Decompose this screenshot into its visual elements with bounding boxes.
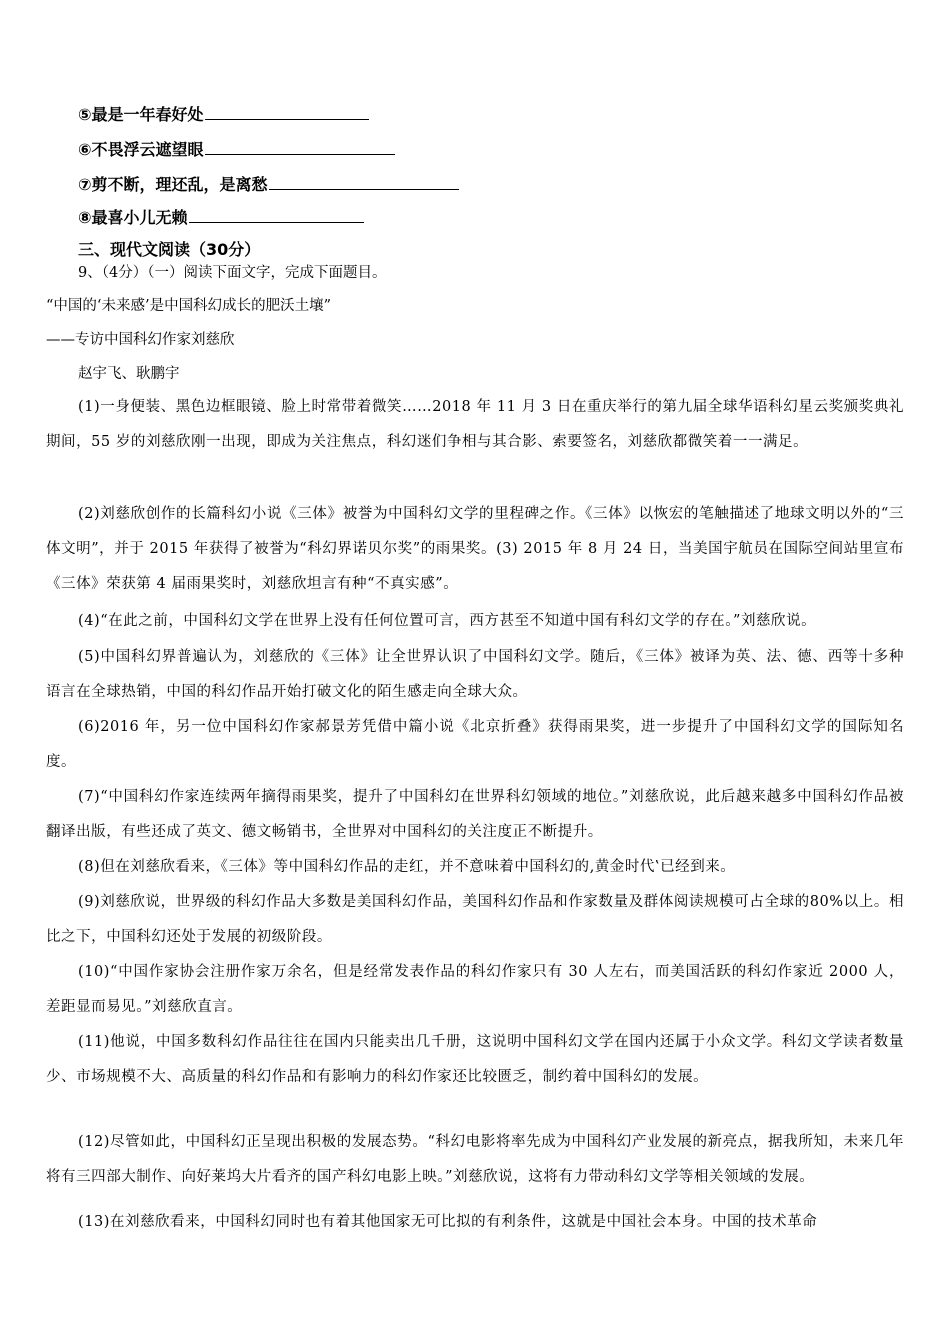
article-paragraph: (6)2016 年，另一位中国科幻作家郝景芳凭借中篇小说《北京折叠》获得雨果奖，进一步提升了中国科幻文学的国际知名度。 (46, 719, 904, 770)
article-paragraph: (9)刘慈欣说，世界级的科幻作品大多数是美国科幻作品，美国科幻作品和作家数量及群体阅读规模可占全球的80%以上。相比之下，中国科幻还处于发展的初级阶段。 (46, 894, 904, 945)
fill-blank-label: ⑥不畏浮云遮望眼 (78, 140, 204, 159)
fill-blank-label: ⑧最喜小儿无赖 (78, 208, 188, 227)
article-paragraph: (8)但在刘慈欣看来，《三体》等中国科幻作品的走红，并不意味着中国科幻的‚黄金时代‛已经到来。 (78, 859, 736, 875)
article-paragraph: (12)尽管如此，中国科幻正呈现出积极的发展态势。“科幻电影将率先成为中国科幻产业发展的新亮点，据我所知，未来几年将有三四部大制作、向好莱坞大片看齐的国产科幻电影上映。”刘慈欣说，这将有力带动科幻文学等相关领域的发展。 (46, 1134, 904, 1185)
fill-blank-item (78, 104, 369, 125)
article-paragraph: (7)“中国科幻作家连续两年摘得雨果奖，提升了中国科幻在世界科幻领域的地位。”刘慈欣说，此后越来越多中国科幻作品被翻译出版，有些还成了英文、德文畅销书，全世界对中国科幻的关注度正不断提升。 (46, 789, 904, 840)
answer-blank[interactable] (189, 207, 364, 223)
article-paragraph: (1)一身便装、黑色边框眼镜、脸上时常带着微笑……2018 年 11 月 3 日在重庆举行的第九届全球华语科幻星云奖颁奖典礼期间，55 岁的刘慈欣刚一出现，即成为关注焦点，科幻迷们争相与其合影、索要签名，刘慈欣都微笑着一一满足。 (46, 399, 904, 450)
article-authors: 赵宇飞、耿鹏宇 (78, 366, 180, 382)
fill-blank-item (78, 174, 459, 195)
question-prompt: 9、（4分）（一）阅读下面文字，完成下面题目。 (78, 265, 387, 281)
article-paragraph: (13)在刘慈欣看来，中国科幻同时也有着其他国家无可比拟的有利条件，这就是中国社会本身。中国的技术革命 (78, 1214, 818, 1230)
fill-blank-label: ⑦剪不断，理还乱，是离愁 (78, 175, 268, 194)
fill-blank-item (78, 207, 364, 228)
article-subtitle: ——专访中国科幻作家刘慈欣 (46, 332, 235, 348)
answer-blank[interactable] (269, 174, 459, 190)
answer-blank[interactable] (205, 139, 395, 155)
article-paragraph: (4)“在此之前，中国科幻文学在世界上没有任何位置可言，西方甚至不知道中国有科幻文学的存在。”刘慈欣说。 (78, 613, 817, 629)
section-title: 三、现代文阅读（30分） (78, 240, 261, 259)
fill-blank-label: ⑤最是一年春好处 (78, 105, 204, 124)
answer-blank[interactable] (205, 104, 369, 120)
article-paragraph: (5)中国科幻界普遍认为，刘慈欣的《三体》让全世界认识了中国科幻文学。随后，《三体》被译为英、法、德、西等十多种语言在全球热销，中国的科幻作品开始打破文化的陌生感走向全球大众。 (46, 649, 904, 700)
article-paragraph: (11)他说，中国多数科幻作品往往在国内只能卖出几千册，这说明中国科幻文学在国内还属于小众文学。科幻文学读者数量少、市场规模不大、高质量的科幻作品和有影响力的科幻作家还比较匮乏，制约着中国科幻的发展。 (46, 1034, 904, 1085)
fill-blank-item (78, 139, 395, 160)
article-paragraph: (2)刘慈欣创作的长篇科幻小说《三体》被誉为中国科幻文学的里程碑之作。《三体》以恢宏的笔触描述了地球文明以外的“三体文明”，并于 2015 年获得了被誉为“科幻界诺贝尔奖”的雨果奖。(3) 2015 年 8 月 24 日，当美国宇航员在国际空间站里宣布《三体》荣获第 4 届雨果奖时，刘慈欣坦言有种“不真实感”。 (46, 506, 904, 592)
article-title: “中国的‘未来感’是中国科幻成长的肥沃土壤” (46, 298, 332, 314)
article-paragraph: (10)“中国作家协会注册作家万余名，但是经常发表作品的科幻作家只有 30 人左右，而美国活跃的科幻作家近 2000 人，差距显而易见。”刘慈欣直言。 (46, 964, 904, 1015)
